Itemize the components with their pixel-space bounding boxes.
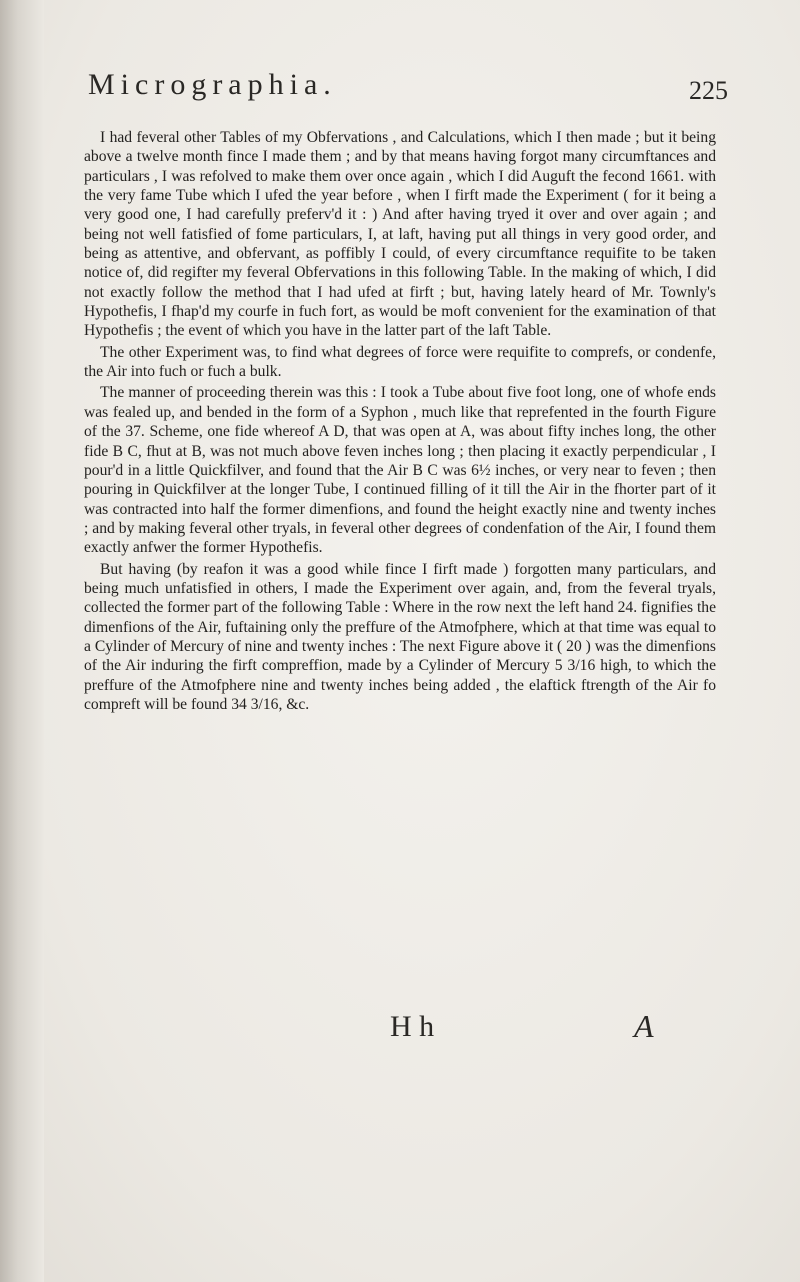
paragraph-2: The other Experiment was, to find what degrees of force were requifite to comprefs, or condenfe, the Air into fuch or fuch a bulk. (84, 343, 716, 381)
catchword: A (634, 1008, 654, 1044)
binding-gutter (0, 0, 44, 1282)
paragraph-4: But having (by reafon it was a good while fince I firft made ) forgotten many particulars, and being much unfatisfied in others, I made the Experiment over again, and, from the feveral tryals, collected the former part of the following Table : Where in the row next the left hand 24. fignifies the dimenfions of the Air, fuftaining only the preffure of the Atmofphere, which at that time was equal to a Cylinder of Mercury of nine and twenty inches : The next Figure above it ( 20 ) was the dimenfions of the Air induring the firft compreffion, made by a Cylinder of Mercury 5 3/16 high, to which the preffure of the Atmofphere nine and twenty inches being added , the elaftick ftrength of the Air fo compreft will be found 34 3/16, &c. (84, 560, 716, 713)
running-title: Micrographia. (88, 68, 337, 101)
body-text (84, 128, 716, 714)
page-header (88, 68, 728, 112)
paragraph-1: I had feveral other Tables of my Obfervations , and Calculations, which I then made ; but it being above a twelve month fince I made them ; and by that means having forgot many circumftances and particulars , I was refolved to make them over once again , which I did Auguft the fecond 1661. with the very fame Tube which I ufed the year before , when I firft made the Experiment ( for it being a very good one, I had carefully preferv'd it : ) And after having tryed it over and over again ; and being not well fatisfied of fome particulars, I, at laft, having put all things in very good order, and being as attentive, and obfervant, as poffibly I could, of every circumftance requifite to be taken notice of, did regifter my feveral Obfervations in this following Table. In the making of which, I did not exactly follow the method that I had ufed at firft ; but, having lately heard of Mr. Townly's Hypothefis, I fhap'd my courfe in fuch fort, as would be moft convenient for the examination of that Hypothefis ; the event of which you have in the latter part of the laft Table. (84, 129, 716, 340)
paragraph-3: The manner of proceeding therein was this : I took a Tube about five foot long, one of whofe ends was fealed up, and bended in the form of a Syphon , much like that reprefented in the fourth Figure of the 37. Scheme, one fide whereof A D, that was open at A, was about fifty inches long, the other fide B C, fhut at B, was not much above feven inches long ; then placing it exactly perpendicular , I pour'd in a little Quickfilver, and found that the Air B C was 6½ inches, or very near to feven ; then pouring in Quickfilver at the longer Tube, I continued filling of it till the Air in the fhorter part of it was contracted into half the former dimenfions, and found the height exactly nine and twenty inches ; and by making feveral other tryals, in feveral other degrees of condenfation of the Air, I found them exactly anfwer the former Hypothefis. (84, 384, 716, 557)
page-number: 225 (689, 76, 728, 105)
signature-mark: H h (390, 1010, 435, 1043)
